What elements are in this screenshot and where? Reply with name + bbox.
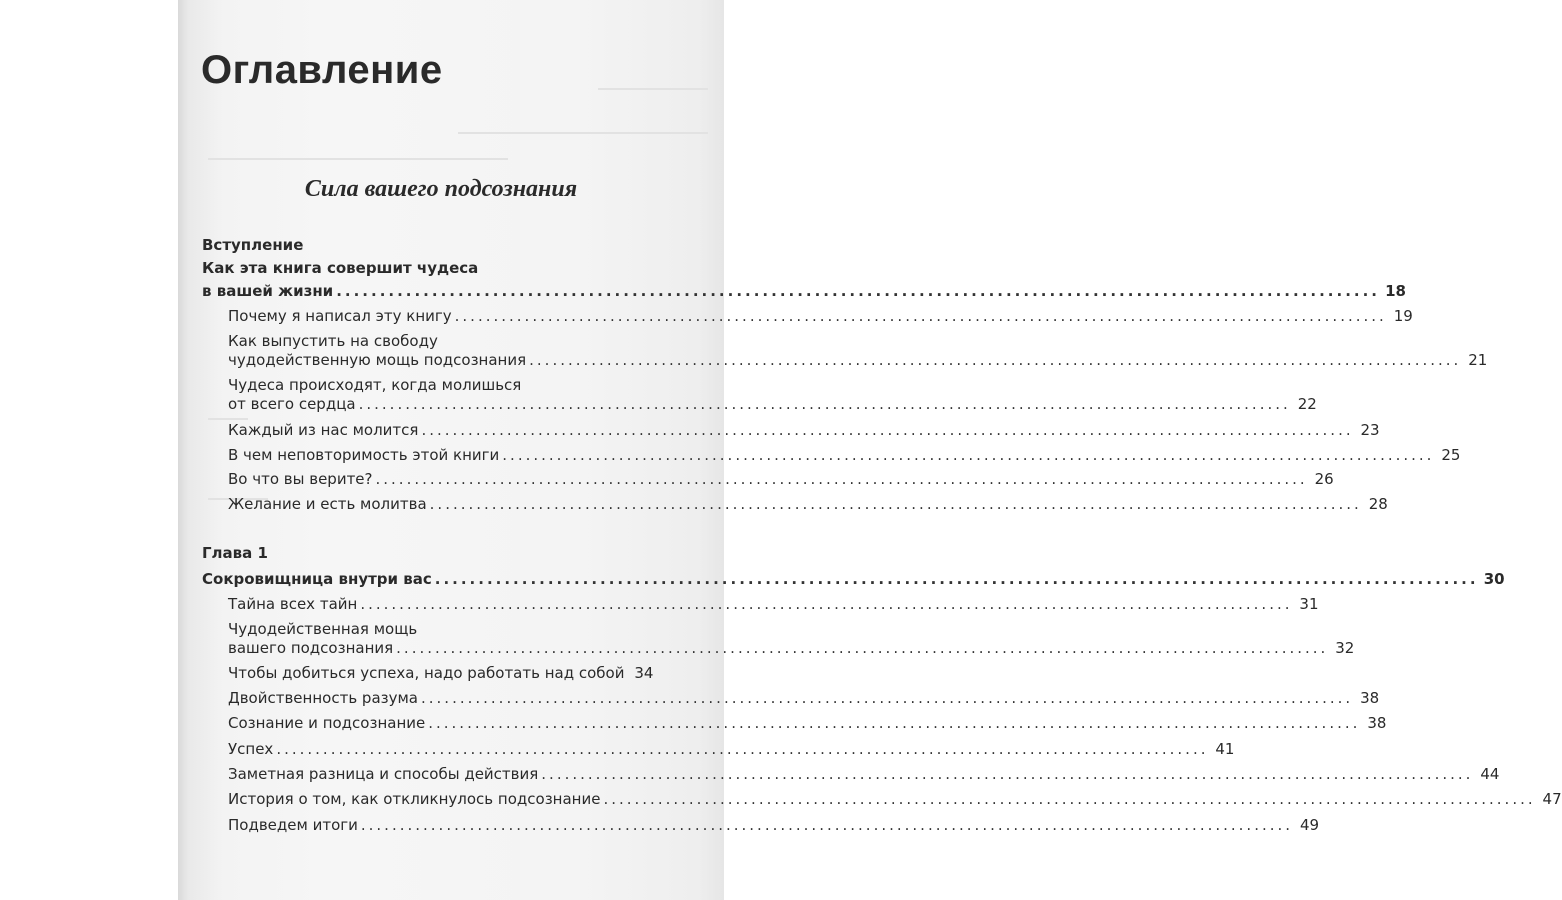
leader-dots: ........................................................................................................................ bbox=[434, 570, 1479, 588]
chapter-title-intro-line2: в вашей жизни bbox=[202, 282, 334, 300]
entry-title: Почему я написал эту книгу bbox=[228, 307, 452, 325]
show-through-line bbox=[458, 132, 708, 134]
section-label-chapter-1: Глава 1 bbox=[202, 544, 268, 562]
leader-dots: ........................................................................................................................ bbox=[603, 790, 1536, 808]
show-through-line bbox=[208, 158, 508, 160]
page-number: 32 bbox=[1335, 639, 1355, 657]
page-number: 30 bbox=[1483, 570, 1505, 588]
leader-dots: ........................................................................................................................ bbox=[336, 282, 1380, 300]
toc-entry[interactable] bbox=[228, 639, 1355, 657]
show-through-line bbox=[598, 88, 708, 90]
leader-dots: ........................................................................................................................ bbox=[454, 307, 1387, 325]
page-number: 34 bbox=[634, 664, 654, 682]
leader-dots: ........................................................................................................................ bbox=[529, 351, 1462, 369]
page-number: 26 bbox=[1314, 470, 1334, 488]
page-number: 49 bbox=[1299, 816, 1320, 834]
leader-dots: ........................................................................................................................ bbox=[421, 421, 1354, 439]
entry-title: Двойственность разума bbox=[228, 689, 418, 707]
page-number: 28 bbox=[1368, 495, 1388, 513]
leader-dots: ........................................................................................................................ bbox=[428, 714, 1361, 732]
leader-dots: ........................................................................................................................ bbox=[276, 740, 1209, 758]
leader-dots: ........................................................................................................................ bbox=[396, 639, 1329, 657]
leader-dots: ........................................................................................................................ bbox=[429, 495, 1362, 513]
chapter-title: Сокровищница внутри вас bbox=[202, 570, 432, 588]
entry-title: Желание и есть молитва bbox=[228, 495, 427, 513]
page-number: 18 bbox=[1385, 282, 1406, 300]
leader-dots: ........................................................................................................................ bbox=[541, 765, 1474, 783]
leader-dots: ........................................................................................................................ bbox=[360, 595, 1293, 613]
entry-title: Тайна всех тайн bbox=[228, 595, 358, 613]
toc-entry[interactable] bbox=[228, 790, 1562, 808]
entry-title-line1: Как выпустить на свободу bbox=[228, 332, 438, 350]
toc-entry[interactable] bbox=[228, 351, 1488, 369]
toc-chapter-1[interactable] bbox=[202, 570, 1505, 588]
page-number: 25 bbox=[1441, 446, 1461, 464]
entry-title: В чем неповторимость этой книги bbox=[228, 446, 500, 464]
toc-entry[interactable] bbox=[228, 740, 1235, 758]
chapter-title-intro-line1: Как эта книга совершит чудеса bbox=[202, 259, 479, 277]
leader-dots: ........................................................................................................................ bbox=[502, 446, 1435, 464]
book-title: Сила вашего подсознания bbox=[304, 176, 578, 202]
page-number: 31 bbox=[1299, 595, 1319, 613]
page-number: 21 bbox=[1468, 351, 1488, 369]
page-number: 22 bbox=[1297, 395, 1317, 413]
show-through-line bbox=[208, 418, 248, 420]
entry-title: Заметная разница и способы действия bbox=[228, 765, 539, 783]
page-number: 38 bbox=[1360, 689, 1380, 707]
entry-title: чудодейственную мощь подсознания bbox=[228, 351, 527, 369]
toc-entry[interactable] bbox=[228, 446, 1461, 464]
toc-entry[interactable] bbox=[228, 495, 1388, 513]
entry-title: Чтобы добиться успеха, надо работать над собой bbox=[228, 664, 625, 682]
section-label-intro: Вступление bbox=[202, 236, 304, 254]
page-number: 47 bbox=[1542, 790, 1562, 808]
page-number: 19 bbox=[1393, 307, 1413, 325]
entry-title: Во что вы верите? bbox=[228, 470, 373, 488]
page-number: 44 bbox=[1480, 765, 1500, 783]
leader-dots: ........................................................................................................................ bbox=[375, 470, 1308, 488]
page-number: 41 bbox=[1215, 740, 1235, 758]
toc-entry[interactable] bbox=[228, 816, 1320, 834]
entry-title: Подведем итоги bbox=[228, 816, 358, 834]
toc-entry[interactable] bbox=[228, 470, 1334, 488]
toc-entry[interactable] bbox=[228, 765, 1500, 783]
entry-title: от всего сердца bbox=[228, 395, 356, 413]
entry-title: История о том, как откликнулось подсознание bbox=[228, 790, 601, 808]
toc-entry[interactable] bbox=[228, 689, 1380, 707]
entry-title-line1: Чудодейственная мощь bbox=[228, 620, 418, 638]
page-number: 23 bbox=[1360, 421, 1380, 439]
toc-entry[interactable] bbox=[228, 395, 1317, 413]
entry-title-line1: Чудеса происходят, когда молишься bbox=[228, 376, 522, 394]
page-number: 38 bbox=[1367, 714, 1387, 732]
toc-entry[interactable] bbox=[228, 307, 1413, 325]
page-title: Оглавление bbox=[201, 48, 443, 92]
leader-dots: ........................................................................................................................ bbox=[421, 689, 1354, 707]
toc-entry[interactable] bbox=[228, 664, 652, 682]
toc-entry[interactable] bbox=[228, 714, 1387, 732]
entry-title: Каждый из нас молится bbox=[228, 421, 419, 439]
leader-dots: ........................................................................................................................ bbox=[358, 395, 1291, 413]
toc-chapter-intro[interactable] bbox=[202, 282, 1406, 300]
entry-title: Успех bbox=[228, 740, 274, 758]
toc-entry[interactable] bbox=[228, 421, 1380, 439]
entry-title: Сознание и подсознание bbox=[228, 714, 426, 732]
entry-title: вашего подсознания bbox=[228, 639, 394, 657]
leader-dots: ........................................................................................................................ bbox=[360, 816, 1294, 834]
toc-entry[interactable] bbox=[228, 595, 1319, 613]
